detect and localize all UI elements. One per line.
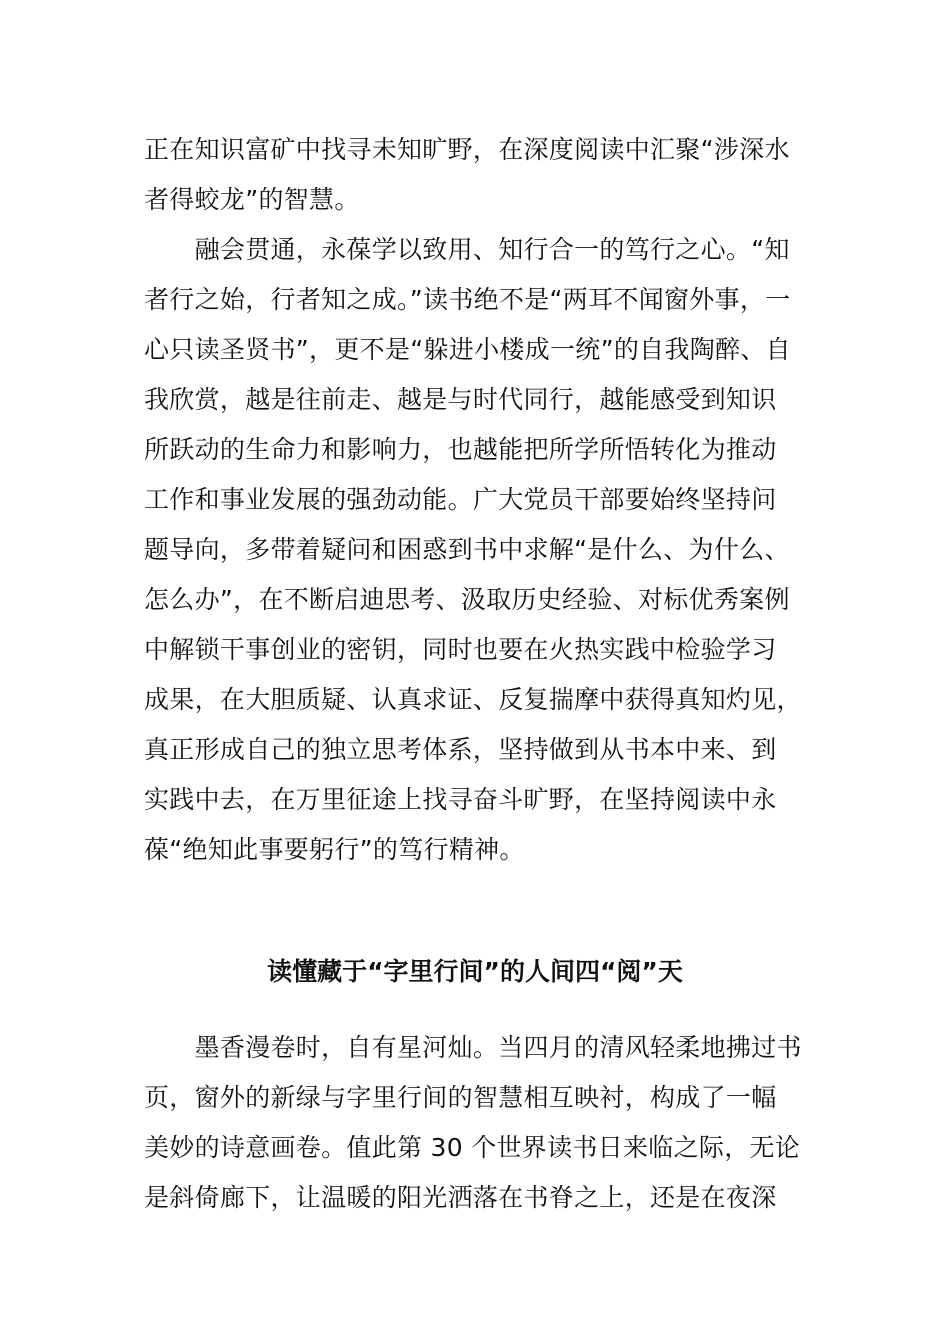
paragraph-line: 题导向，多带着疑问和困惑到书中求解“是什么、为什么、: [144, 535, 790, 564]
paragraph-line: 美妙的诗意画卷。值此第 30 个世界读书日来临之际，无论: [144, 1133, 801, 1162]
section-heading: 读懂藏于“字里行间”的人间四“阅”天: [267, 957, 683, 986]
paragraph-line: 者行之始，行者知之成。”读书绝不是“两耳不闻窗外事，一: [144, 285, 791, 314]
paragraph-line: 融会贯通，永葆学以致用、知行合一的笃行之心。“知: [144, 235, 790, 264]
paragraph-line: 成果，在大胆质疑、认真求证、反复揣摩中获得真知灼见，: [144, 685, 802, 714]
paragraph-line: 所跃动的生命力和影响力，也越能把所学所悟转化为推动: [144, 435, 777, 464]
paragraph-line: 我欣赏，越是往前走、越是与时代同行，越能感受到知识: [144, 385, 777, 414]
paragraph-line: 葆“绝知此事要躬行”的笃行精神。: [144, 835, 525, 864]
paragraph-line: 墨香漫卷时，自有星河灿。当四月的清风轻柔地拂过书: [144, 1033, 802, 1062]
paragraph-line: 真正形成自己的独立思考体系，坚持做到从书本中来、到: [144, 735, 777, 764]
paragraph-line: 心只读圣贤书”，更不是“躲进小楼成一统”的自我陶醉、自: [144, 335, 791, 364]
paragraph-line: 怎么办”，在不断启迪思考、汲取历史经验、对标优秀案例: [144, 585, 790, 614]
paragraph-line: 工作和事业发展的强劲动能。广大党员干部要始终坚持问: [144, 485, 777, 514]
paragraph-line: 者得蛟龙”的智慧。: [144, 185, 360, 214]
paragraph-line: 实践中去，在万里征途上找寻奋斗旷野，在坚持阅读中永: [144, 785, 777, 814]
paragraph-line: 正在知识富矿中找寻未知旷野，在深度阅读中汇聚“涉深水: [144, 135, 790, 164]
paragraph-line: 页，窗外的新绿与字里行间的智慧相互映衬，构成了一幅: [144, 1083, 777, 1112]
paragraph-line: 是斜倚廊下，让温暖的阳光洒落在书脊之上，还是在夜深: [144, 1183, 777, 1212]
paragraph-line: 中解锁干事创业的密钥，同时也要在火热实践中检验学习: [144, 635, 777, 664]
